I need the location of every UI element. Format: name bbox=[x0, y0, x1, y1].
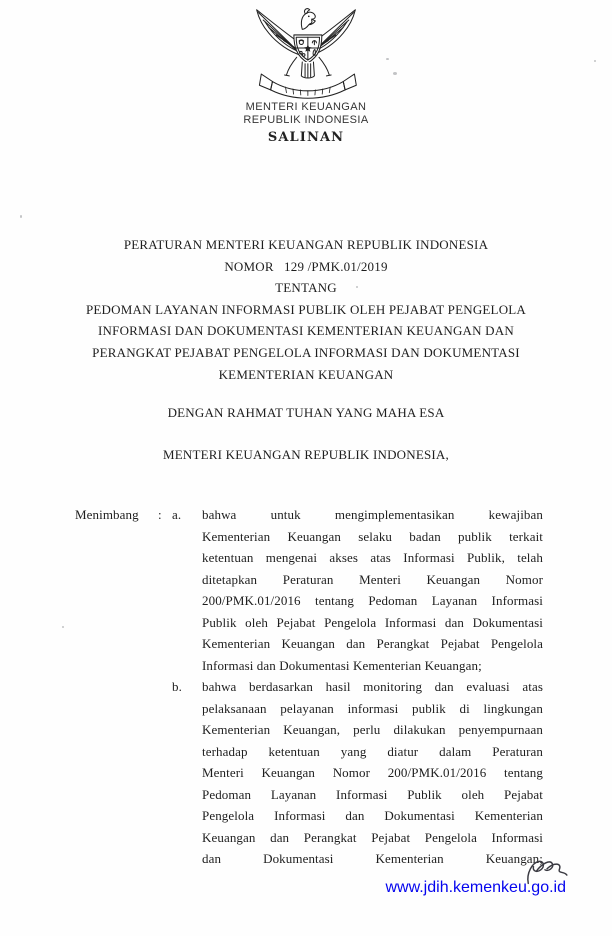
jdih-website-link[interactable]: www.jdih.kemenkeu.go.id bbox=[385, 879, 566, 896]
item-marker-b: b. bbox=[172, 679, 182, 694]
document-line: pelaksanaan pelayanan informasi publik di lingkungan bbox=[202, 700, 543, 716]
document-line: terhadap ketentuan yang diatur dalam Peraturan bbox=[202, 743, 543, 759]
scan-artifact bbox=[393, 72, 397, 75]
title-regulation-line: PERATURAN MENTERI KEUANGAN REPUBLIK INDONESIA bbox=[123, 237, 489, 252]
title-subject-line: PEDOMAN LAYANAN INFORMASI PUBLIK OLEH PEJABAT PENGELOLA bbox=[85, 301, 527, 317]
scan-artifact bbox=[386, 58, 389, 60]
document-line: dan Dokumentasi Kementerian Keuangan; bbox=[202, 851, 543, 866]
handwritten-initials-icon bbox=[522, 856, 570, 892]
title-number-line: NOMOR 129 /PMK.01/2019 bbox=[224, 258, 388, 274]
document-line: Menteri Keuangan Nomor 200/PMK.01/2016 tentang bbox=[202, 765, 543, 780]
considerations-text bbox=[202, 504, 543, 870]
document-line: ketentuan mengenai akses atas Informasi Publik, telah bbox=[202, 550, 543, 565]
scan-artifact bbox=[20, 215, 22, 218]
document-line: 200/PMK.01/2016 tentang Pedoman Layanan Informasi bbox=[202, 593, 543, 608]
authority-line: MENTERI KEUANGAN REPUBLIK INDONESIA, bbox=[163, 447, 449, 462]
title-tentang-line: TENTANG bbox=[275, 280, 337, 296]
invocation-line: DENGAN RAHMAT TUHAN YANG MAHA ESA bbox=[167, 405, 445, 420]
document-line: Kementerian Keuangan selaku badan publik terkait bbox=[202, 528, 543, 544]
copy-stamp: SALINAN bbox=[267, 130, 345, 145]
pancasila-shield bbox=[294, 35, 322, 63]
menimbang-label: Menimbang bbox=[75, 507, 139, 522]
document-line: Kementerian Keuangan, perlu dilakukan penyempurnaan bbox=[202, 722, 543, 737]
document-line: Kementerian Keuangan dan Perangkat Pejabat Pengelola bbox=[202, 636, 543, 651]
title-subject-line: INFORMASI DAN DOKUMENTASI KEMENTERIAN KEUANGAN DAN bbox=[98, 323, 514, 339]
scan-artifact bbox=[594, 60, 596, 62]
document-line: Pedoman Layanan Informasi Publik oleh Pejabat bbox=[202, 786, 543, 802]
document-line: bahwa berdasarkan hasil monitoring dan evaluasi atas bbox=[202, 679, 543, 694]
country-name: REPUBLIK INDONESIA bbox=[243, 114, 369, 126]
scan-artifact bbox=[356, 286, 358, 288]
document-line: Publik oleh Pejabat Pengelola Informasi dan Dokumentasi bbox=[202, 614, 543, 630]
document-line: bahwa untuk mengimplementasikan kewajiban bbox=[202, 507, 543, 522]
title-subject-line: PERANGKAT PEJABAT PENGELOLA INFORMASI DAN DOKUMENTASI bbox=[92, 344, 520, 360]
item-marker-a: a. bbox=[172, 507, 182, 522]
document-line: Pengelola Informasi dan Dokumentasi Kementerian bbox=[202, 808, 543, 823]
menimbang-separator: : bbox=[158, 507, 162, 522]
document-line: ditetapkan Peraturan Menteri Keuangan Nomor bbox=[202, 571, 543, 587]
ministry-name: MENTERI KEUANGAN bbox=[245, 101, 367, 113]
regulation-title bbox=[0, 234, 612, 385]
title-subject-line: KEMENTERIAN KEUANGAN bbox=[218, 366, 394, 382]
eagle-head bbox=[301, 9, 315, 30]
scan-artifact bbox=[62, 626, 64, 628]
garuda-pancasila-emblem-icon bbox=[250, 7, 362, 102]
document-line: Keuangan dan Perangkat Pejabat Pengelola Informasi bbox=[202, 829, 543, 845]
document-line: Informasi dan Dokumentasi Kementerian Keuangan; bbox=[202, 657, 482, 673]
